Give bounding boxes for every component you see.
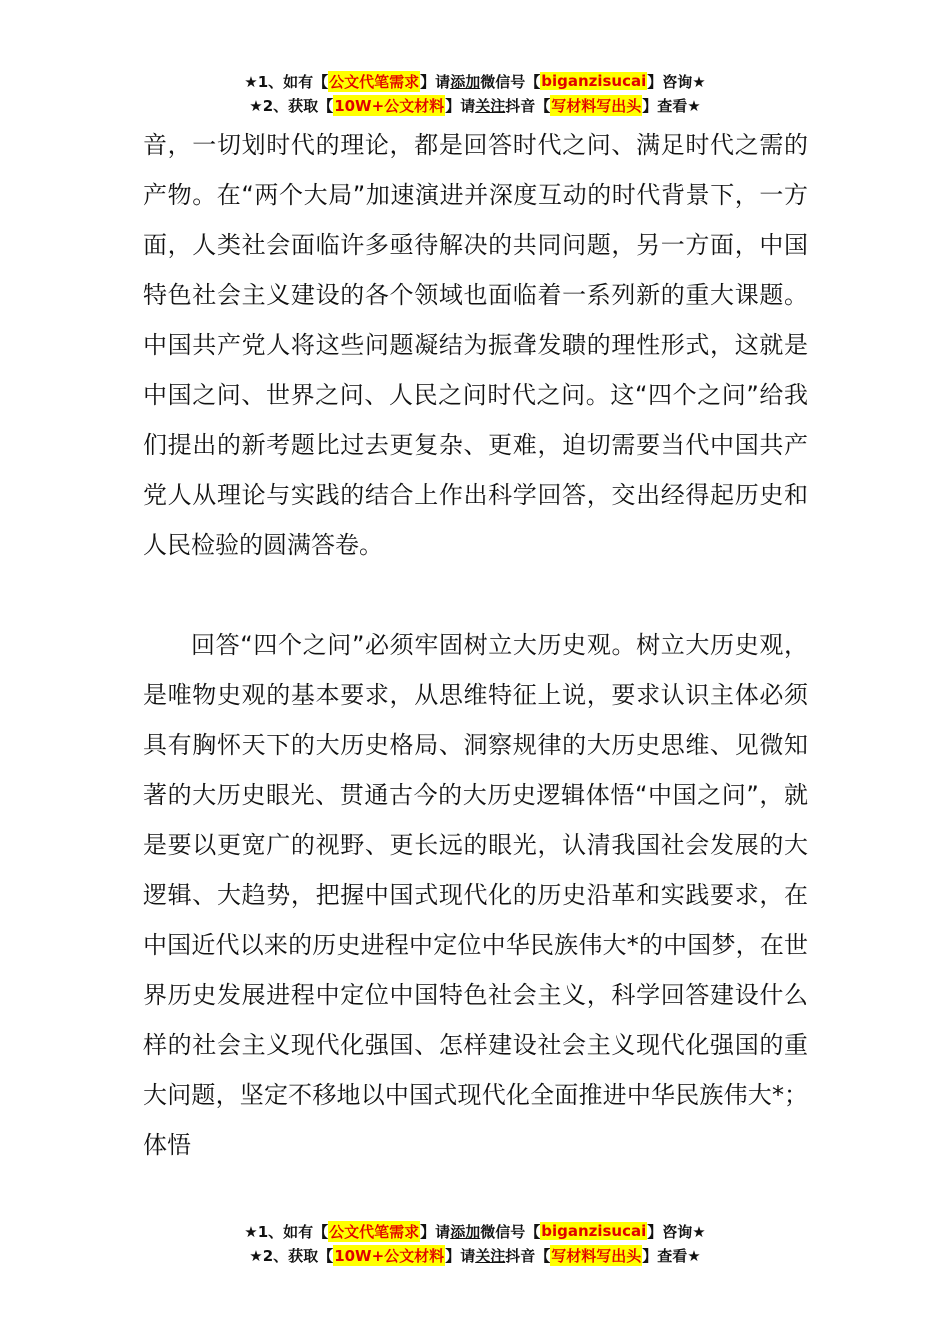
banner-text: 】查看★ bbox=[642, 1246, 701, 1265]
underlined-text: 添加 bbox=[450, 72, 481, 91]
banner-text: 】查看★ bbox=[642, 96, 701, 115]
underlined-text: 关注 bbox=[475, 96, 506, 115]
highlight-wechat-id: biganzisucai bbox=[541, 1222, 647, 1240]
banner-line-2 bbox=[0, 93, 950, 117]
highlight-materials: 10W+公文材料 bbox=[334, 96, 445, 115]
banner-line-1 bbox=[0, 1219, 950, 1243]
banner-text: 微信号【 bbox=[480, 72, 541, 91]
banner-line-2 bbox=[0, 1243, 950, 1267]
banner-text: ★2、获取【 bbox=[249, 96, 334, 115]
banner-text: 】请 bbox=[420, 72, 451, 91]
banner-text: 】请 bbox=[445, 96, 476, 115]
banner-text: 抖音【 bbox=[505, 96, 551, 115]
banner-text: 】咨询★ bbox=[647, 72, 706, 91]
banner-text: 抖音【 bbox=[505, 1246, 551, 1265]
banner-text: ★2、获取【 bbox=[249, 1246, 334, 1265]
highlight-wechat-id: biganzisucai bbox=[541, 72, 647, 90]
footer-banner bbox=[0, 1219, 950, 1267]
banner-text: ★1、如有【 bbox=[244, 1222, 329, 1241]
banner-line-1 bbox=[0, 69, 950, 93]
header-banner bbox=[0, 69, 950, 117]
highlight-service: 公文代笔需求 bbox=[329, 1222, 420, 1241]
highlight-materials: 10W+公文材料 bbox=[334, 1246, 445, 1265]
banner-text: 】请 bbox=[445, 1246, 476, 1265]
document-body bbox=[143, 120, 808, 1170]
paragraph-2: 回答“四个之问”必须牢固树立大历史观。树立大历史观，是唯物史观的基本要求，从思维特征上说，要求认识主体必须具有胸怀天下的大历史格局、洞察规律的大历史思维、见微知著的大历史眼光、贯通古今的大历史逻辑体悟“中国之问”，就是要以更宽广的视野、更长远的眼光，认清我国社会发展的大逻辑、大趋势，把握中国式现代化的历史沿革和实践要求，在中国近代以来的历史进程中定位中华民族伟大*的中国梦，在世界历史发展进程中定位中国特色社会主义，科学回答建设什么样的社会主义现代化强国、怎样建设社会主义现代化强国的重大问题，坚定不移地以中国式现代化全面推进中华民族伟大*；体悟 bbox=[143, 631, 808, 1159]
highlight-douyin-account: 写材料写出头 bbox=[551, 96, 642, 115]
underlined-text: 添加 bbox=[450, 1222, 481, 1241]
banner-text: 】咨询★ bbox=[647, 1222, 706, 1241]
banner-text: 微信号【 bbox=[480, 1222, 541, 1241]
highlight-service: 公文代笔需求 bbox=[329, 72, 420, 91]
highlight-douyin-account: 写材料写出头 bbox=[551, 1246, 642, 1265]
banner-text: ★1、如有【 bbox=[244, 72, 329, 91]
paragraph-1: 音，一切划时代的理论，都是回答时代之问、满足时代之需的产物。在“两个大局”加速演进并深度互动的时代背景下，一方面，人类社会面临许多亟待解决的共同问题，另一方面，中国特色社会主义建设的各个领域也面临着一系列新的重大课题。中国共产党人将这些问题凝结为振聋发聩的理性形式，这就是中国之问、世界之问、人民之问时代之问。这“四个之问”给我们提出的新考题比过去更复杂、更难，迫切需要当代中国共产党人从理论与实践的结合上作出科学回答，交出经得起历史和人民检验的圆满答卷。 bbox=[143, 131, 808, 559]
banner-text: 】请 bbox=[420, 1222, 451, 1241]
underlined-text: 关注 bbox=[475, 1246, 506, 1265]
